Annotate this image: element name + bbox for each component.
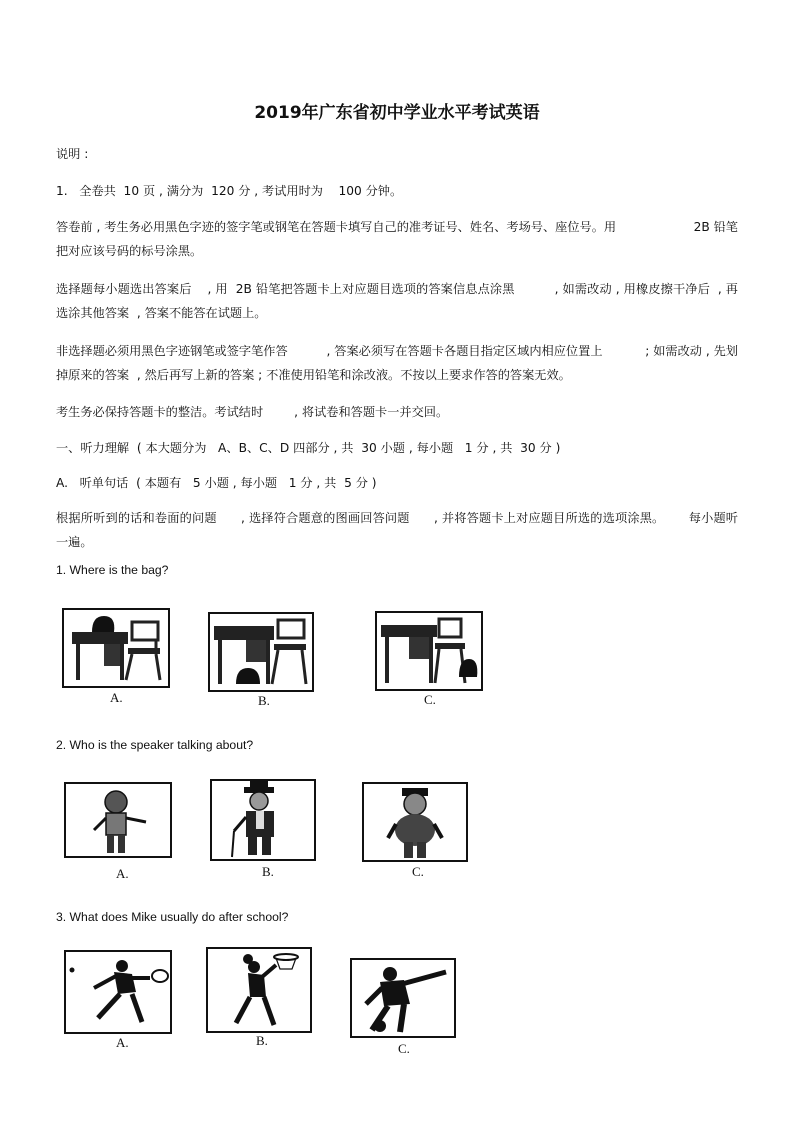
instruction-4: 非选择题必须用黑色字迹钢笔或签字笔作答 , 答案必须写在答题卡各题目指定区域内相应位置上 ; 如需改动 , 先划掉原来的答案 , 然后再写上新的答案 ; 不准使用铅笔和涂改液。不按以上要求作答的答案无效。: [56, 344, 738, 382]
question-3: 3. What does Mike usually do after school?: [56, 910, 289, 924]
instruction-3: 选择题每小题选出答案后 , 用 2B 铅笔把答题卡上对应题目选项的答案信息点涂黑 , 如需改动 , 用橡皮擦干净后 , 再选涂其他答案 , 答案不能答在试题上。: [56, 282, 738, 320]
option-label: A.: [116, 1035, 129, 1050]
section-heading: 一、听力理解 ( 本大题分为 A、B、C、D 四部分 , 共 30 小题 , 每小题 1 分 , 共 30 分 ): [56, 441, 561, 455]
option-label: C.: [398, 1041, 410, 1056]
part-a-heading: A. 听单句话 ( 本题有 5 小题 , 每小题 1 分 , 共 5 分 ): [56, 476, 377, 490]
option-label: C.: [424, 692, 436, 707]
old-man-with-cane-icon: [210, 779, 316, 861]
boy-pointing-icon: [64, 782, 172, 858]
note-label: 说明 :: [56, 147, 89, 161]
chubby-man-icon: [362, 782, 468, 862]
bag-under-desk-icon: [208, 612, 314, 692]
question-2: 2. Who is the speaker talking about?: [56, 738, 254, 752]
instruction-5: 考生务必保持答题卡的整洁。考试结时 , 将试卷和答题卡一并交回。: [56, 405, 449, 419]
option-label: B.: [256, 1033, 268, 1048]
option-label: B.: [258, 693, 270, 708]
instruction-2: 答卷前 , 考生务必用黑色字迹的签字笔或钢笔在答题卡填写自己的准考证号、姓名、考场号、座位号。用 2B 铅笔把对应该号码的标号涂黑。: [56, 220, 738, 258]
basketball-player-icon: [206, 947, 312, 1033]
option-label: B.: [262, 864, 274, 879]
tennis-player-icon: [64, 950, 172, 1034]
question-1: 1. Where is the bag?: [56, 563, 169, 577]
option-label: A.: [116, 866, 129, 881]
option-label: A.: [110, 690, 123, 705]
option-label: C.: [412, 864, 424, 879]
page-title: 2019年广东省初中学业水平考试英语: [254, 103, 540, 123]
part-a-directions: 根据所听到的话和卷面的问题 , 选择符合题意的图画回答问题 , 并将答题卡上对应题目所选的选项涂黑。 每小题听一遍。: [56, 511, 738, 549]
instruction-1: 1. 全卷共 10 页 , 满分为 120 分 , 考试用时为 100 分钟。: [56, 184, 403, 198]
bag-on-desk-icon: [62, 608, 170, 688]
bag-on-floor-icon: [375, 611, 483, 691]
football-player-icon: [350, 958, 456, 1038]
